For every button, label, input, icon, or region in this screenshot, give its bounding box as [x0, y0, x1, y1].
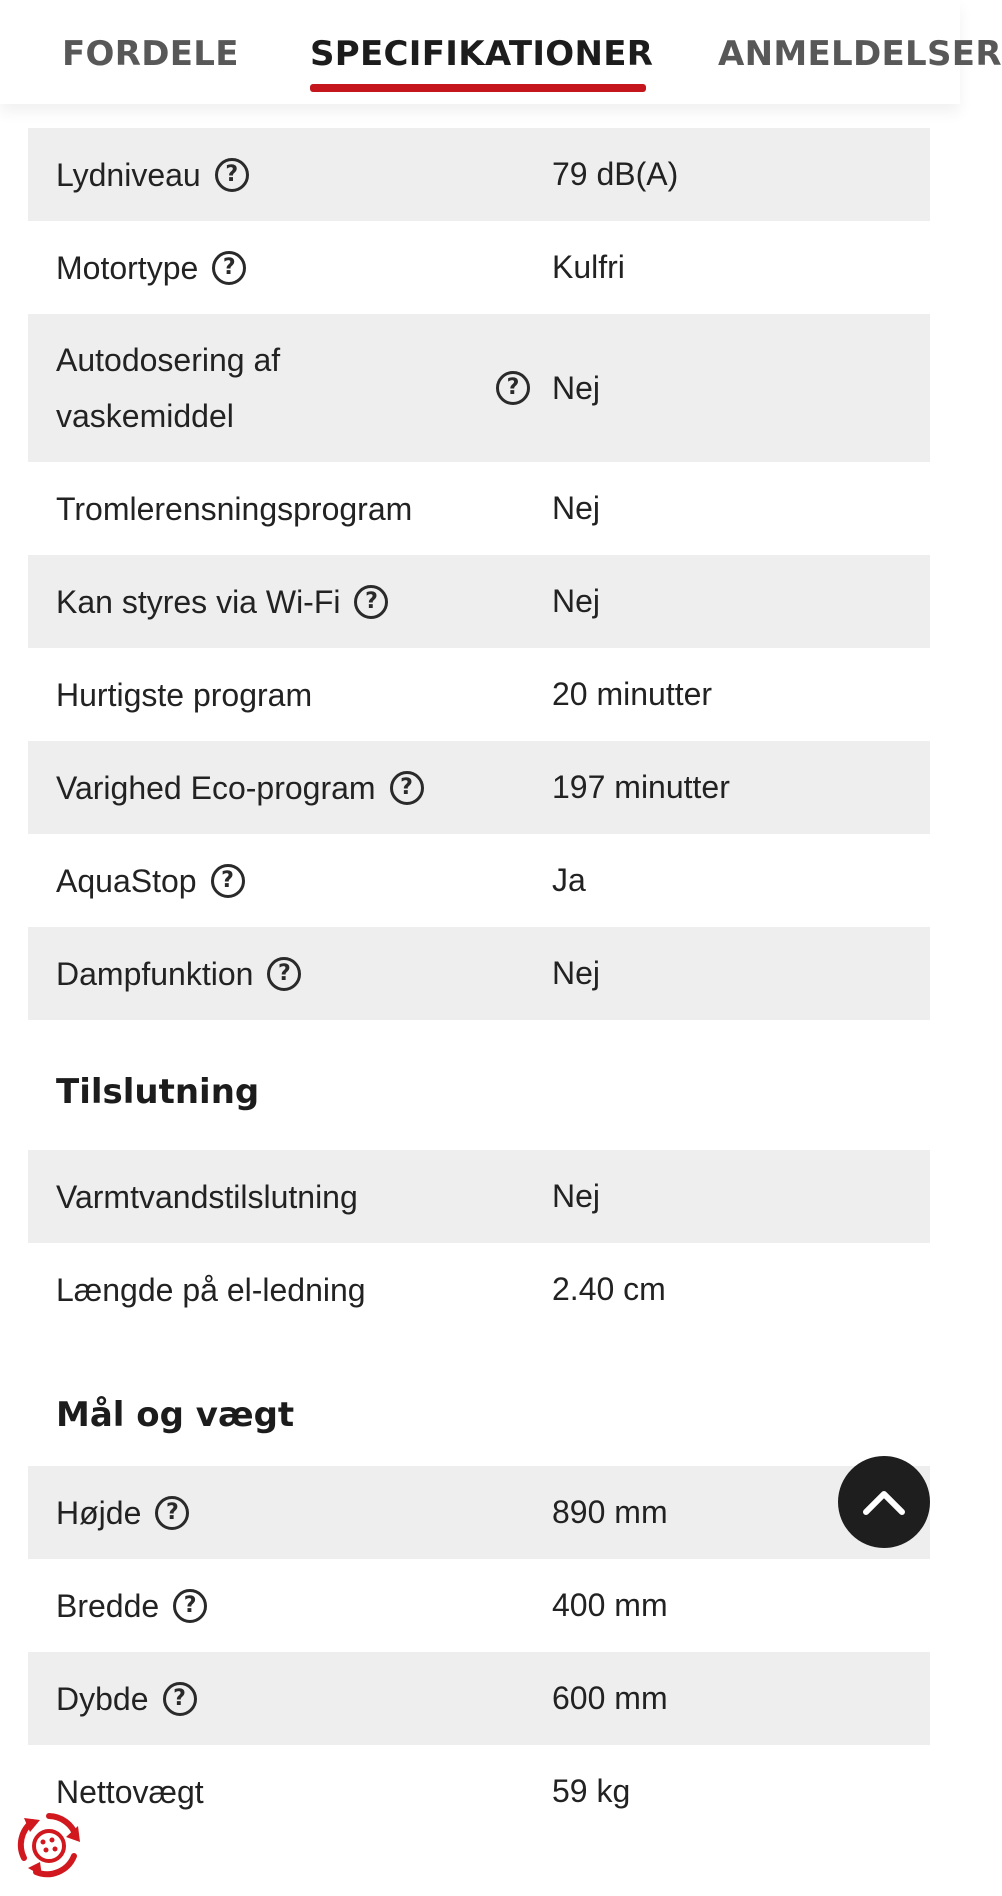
question-circle-icon[interactable]: ?	[211, 864, 245, 898]
tab-fordele[interactable]: FORDELE	[62, 34, 239, 74]
spec-row-lydniveau	[28, 128, 930, 221]
floating-badge-button[interactable]	[14, 1810, 84, 1880]
spec-row-el-ledning	[28, 1243, 930, 1336]
spec-value: 600 mm	[552, 1680, 668, 1716]
spec-row-nettovaegt	[28, 1745, 930, 1838]
question-circle-icon[interactable]: ?	[354, 585, 388, 619]
spec-value: 400 mm	[552, 1587, 668, 1623]
question-circle-icon[interactable]: ?	[496, 371, 530, 405]
question-circle-icon[interactable]: ?	[390, 771, 424, 805]
spec-label: Dybde	[56, 1680, 149, 1717]
question-circle-icon[interactable]: ?	[163, 1682, 197, 1716]
spec-label: Tromlerensningsprogram	[56, 490, 413, 527]
spec-value: Nej	[552, 583, 601, 619]
spec-value: 890 mm	[552, 1494, 668, 1530]
spec-value: 20 minutter	[552, 676, 713, 712]
spec-label: Varmtvandstilslutning	[56, 1178, 358, 1215]
spec-table	[28, 128, 930, 1838]
spec-row-varmtvand	[28, 1150, 930, 1243]
spec-value: 2.40 cm	[552, 1271, 666, 1307]
spec-label: Kan styres via Wi-Fi	[56, 583, 341, 620]
tab-bar	[0, 0, 1002, 104]
question-circle-icon[interactable]: ?	[212, 251, 246, 285]
spec-value: Nej	[552, 1178, 601, 1214]
spec-label: Varighed Eco-program	[56, 769, 376, 806]
tab-specifikationer[interactable]: SPECIFIKATIONER	[310, 34, 654, 74]
spec-label: Højde	[56, 1494, 142, 1531]
spec-value: 59 kg	[552, 1773, 631, 1809]
spec-value: 79 dB(A)	[552, 156, 679, 192]
spec-row-aquastop	[28, 834, 930, 927]
question-circle-icon[interactable]: ?	[155, 1496, 189, 1530]
spec-row-dybde	[28, 1652, 930, 1745]
scroll-to-top-button[interactable]	[838, 1456, 930, 1548]
spec-label: Hurtigste program	[56, 676, 313, 713]
question-circle-icon[interactable]: ?	[267, 957, 301, 991]
spec-row-hoejde	[28, 1466, 930, 1559]
spec-label: Længde på el-ledning	[56, 1271, 366, 1308]
section-title-maal-og-vaegt: Mål og vægt	[56, 1395, 295, 1435]
spec-label: Autodosering af vaskemiddel	[56, 342, 281, 434]
spec-label: Motortype	[56, 249, 199, 286]
question-circle-icon[interactable]: ?	[215, 158, 249, 192]
question-circle-icon[interactable]: ?	[173, 1589, 207, 1623]
spec-value: Nej	[552, 955, 601, 991]
spec-row-hurtigste-program	[28, 648, 930, 741]
spec-label: Bredde	[56, 1587, 160, 1624]
spec-row-dampfunktion	[28, 927, 930, 1020]
spec-row-motortype	[28, 221, 930, 314]
spec-label: Dampfunktion	[56, 955, 254, 992]
recycle-badge-icon	[14, 1810, 84, 1880]
spec-value: Nej	[552, 369, 601, 406]
spec-row-wifi	[28, 555, 930, 648]
active-tab-indicator	[310, 84, 646, 92]
spec-row-bredde	[28, 1559, 930, 1652]
spec-value: Kulfri	[552, 249, 625, 285]
chevron-up-icon	[862, 1488, 906, 1516]
spec-value: 197 minutter	[552, 769, 730, 805]
spec-row-autodosering	[28, 314, 930, 462]
spec-value: Ja	[552, 862, 586, 898]
tab-anmeldelser[interactable]: ANMELDELSER	[718, 34, 1002, 74]
spec-label: Nettovægt	[56, 1773, 204, 1810]
spec-row-eco-program	[28, 741, 930, 834]
spec-row-tromlerensning	[28, 462, 930, 555]
section-title-tilslutning: Tilslutning	[56, 1072, 260, 1112]
spec-value: Nej	[552, 490, 601, 526]
spec-label: AquaStop	[56, 862, 197, 899]
spec-label: Lydniveau	[56, 156, 201, 193]
